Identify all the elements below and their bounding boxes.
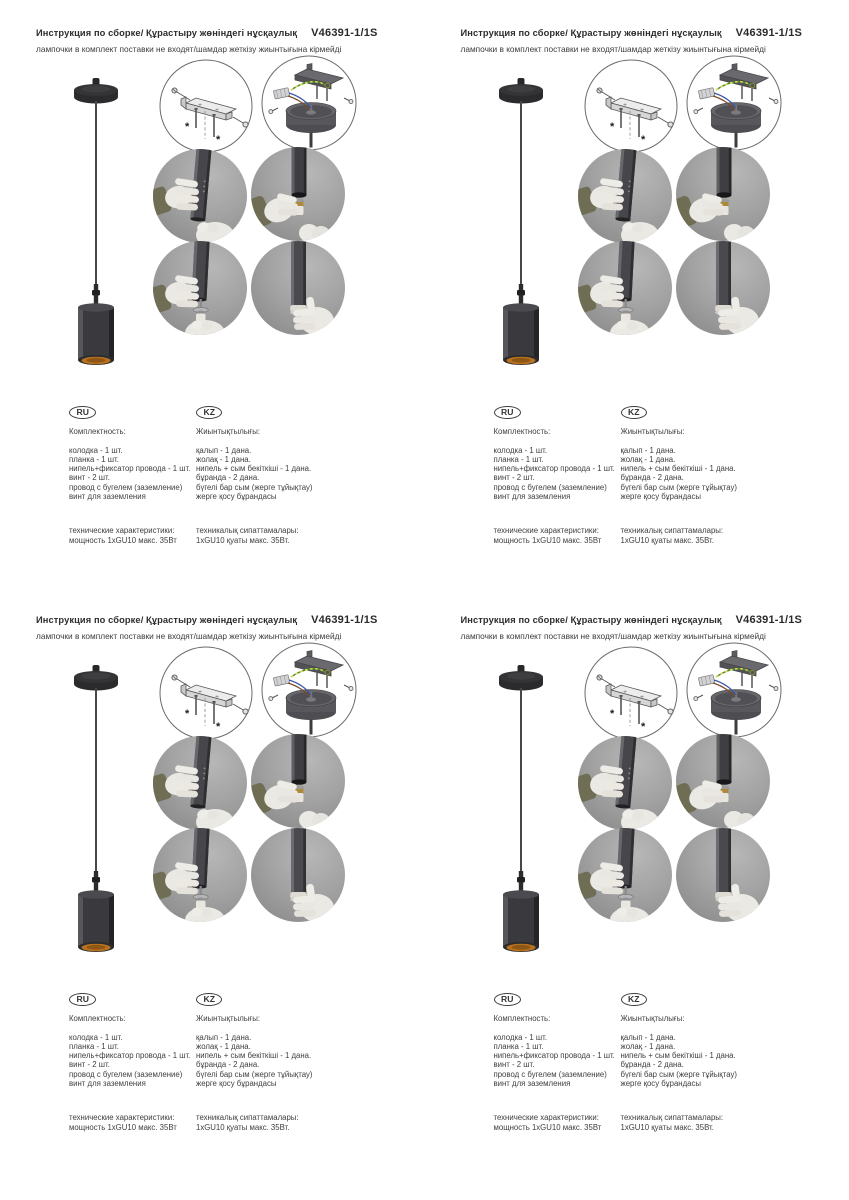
language-badge-kz: KZ xyxy=(196,993,222,1006)
spec-item: винт для заземления xyxy=(493,1079,571,1089)
sheet-subtitle: лампочки в комплект поставки не входят/шамдар жеткізу жиынтығына кірмейді xyxy=(36,44,342,54)
tech-specs-kz xyxy=(196,1113,331,1132)
spec-item: жолақ - 1 дана. xyxy=(196,1041,251,1051)
tech-heading: техникалық сипаттамалары: xyxy=(620,1113,724,1123)
assembly-photo-insert-socket xyxy=(251,147,345,241)
tech-heading: технические характеристики: xyxy=(69,1113,175,1123)
spec-column-kz xyxy=(621,993,756,1132)
spec-item: колодка - 1 шт. xyxy=(69,445,123,455)
spec-item: провод с бугелем (заземление) xyxy=(493,482,607,492)
spec-column-kz xyxy=(196,406,331,545)
spec-items-ru xyxy=(494,446,629,502)
tech-value: мощность 1хGU10 макс. 35Вт xyxy=(493,1122,602,1132)
bracket-mounting-diagram xyxy=(159,59,253,153)
spec-item: бүгелі бар сым (жерге тұйықтау) xyxy=(620,1069,737,1079)
tech-specs-kz xyxy=(621,526,756,545)
spec-items-kz xyxy=(196,1033,331,1089)
spec-item: жерге қосу бұрандасы xyxy=(196,1079,277,1089)
tech-value: мощность 1хGU10 макс. 35Вт xyxy=(493,535,602,545)
pendant-lamp-illustration xyxy=(485,657,555,957)
asterisk-label: * xyxy=(216,134,221,146)
spec-item: винт - 2 шт. xyxy=(69,1060,110,1070)
model-number: V46391-1/1S xyxy=(311,27,378,39)
spec-item: винт для заземления xyxy=(69,492,146,502)
spec-item: нипель + сым бекіткіші - 1 дана. xyxy=(620,1051,736,1061)
sheet-header xyxy=(36,27,378,39)
model-number: V46391-1/1S xyxy=(735,27,803,39)
spec-item: провод с бугелем (заземление) xyxy=(69,1069,183,1079)
spec-item: планка - 1 шт. xyxy=(69,454,119,464)
bracket-mounting-diagram xyxy=(584,59,678,153)
tech-value: мощность 1хGU10 макс. 35Вт xyxy=(69,1122,177,1132)
sheet-title: Инструкция по сборке/ Құрастыру жөніндегі нұсқаулық xyxy=(36,615,298,625)
sheet-subtitle: лампочки в комплект поставки не входят/шамдар жеткізу жиынтығына кірмейді xyxy=(36,631,342,641)
spec-item: нипель + сым бекіткіші - 1 дана. xyxy=(196,464,312,474)
pendant-lamp-illustration xyxy=(485,70,555,370)
spec-heading-kz: Жиынтықтылығы: xyxy=(196,427,260,437)
asterisk-label: * xyxy=(640,134,645,146)
tech-value: 1хGU10 қуаты макс. 35Вт. xyxy=(196,535,290,545)
sheet-subtitle: лампочки в комплект поставки не входят/шамдар жеткізу жиынтығына кірмейді xyxy=(460,631,766,641)
spec-column-kz xyxy=(621,406,756,545)
assembly-photo-attach-nipple xyxy=(578,241,672,335)
spec-item: винт - 2 шт. xyxy=(493,473,535,483)
spec-item: бүгелі бар сым (жерге тұйықтау) xyxy=(196,1069,313,1079)
spec-item: жолақ - 1 дана. xyxy=(620,454,676,464)
spec-item: қалып - 1 дана. xyxy=(620,1032,676,1042)
tech-value: 1хGU10 қуаты макс. 35Вт. xyxy=(196,1122,290,1132)
spec-item: винт для заземления xyxy=(69,1079,146,1089)
spec-item: бұранда - 2 дана. xyxy=(196,1060,260,1070)
spec-item: провод с бугелем (заземление) xyxy=(69,482,183,492)
spec-heading-ru: Комплектность: xyxy=(493,1014,551,1024)
spec-heading-kz: Жиынтықтылығы: xyxy=(620,1014,685,1024)
assembly-photo-screw-ring xyxy=(676,828,770,922)
spec-item: жерге қосу бұрандасы xyxy=(196,492,277,502)
spec-item: нипель+фиксатор провода - 1 шт. xyxy=(493,1051,615,1061)
spec-items-kz xyxy=(621,1033,756,1089)
spec-item: нипель + сым бекіткіші - 1 дана. xyxy=(196,1051,312,1061)
spec-items-kz xyxy=(621,446,756,502)
spec-column-ru xyxy=(494,993,629,1132)
tech-heading: техникалық сипаттамалары: xyxy=(196,1113,299,1123)
spec-item: жолақ - 1 дана. xyxy=(620,1041,676,1051)
assembly-photo-hold-tube xyxy=(153,736,247,830)
assembly-photo-screw-ring xyxy=(676,241,770,335)
language-badge-ru: RU xyxy=(69,406,96,419)
spec-column-ru xyxy=(494,406,629,545)
spec-item: бұранда - 2 дана. xyxy=(620,1060,684,1070)
asterisk-label: * xyxy=(609,708,614,720)
spec-item: колодка - 1 шт. xyxy=(69,1032,123,1042)
tech-heading: техникалық сипаттамалары: xyxy=(196,526,299,536)
spec-item: винт для заземления xyxy=(493,492,571,502)
asterisk-label: * xyxy=(640,721,645,733)
spec-column-ru xyxy=(69,993,204,1132)
instruction-sheet xyxy=(425,0,849,587)
spec-item: провод с бугелем (заземление) xyxy=(493,1069,607,1079)
spec-item: нипель+фиксатор провода - 1 шт. xyxy=(493,464,615,474)
assembly-photo-attach-nipple xyxy=(578,828,672,922)
model-number: V46391-1/1S xyxy=(311,614,378,626)
assembly-photo-hold-tube xyxy=(578,149,672,243)
spec-item: колодка - 1 шт. xyxy=(493,1032,547,1042)
spec-items-ru xyxy=(69,1033,204,1089)
asterisk-label: * xyxy=(185,708,190,720)
sheet-title: Инструкция по сборке/ Құрастыру жөніндегі нұсқаулық xyxy=(460,615,722,625)
spec-items-ru xyxy=(494,1033,629,1089)
tech-value: мощность 1хGU10 макс. 35Вт xyxy=(69,535,177,545)
language-badge-ru: RU xyxy=(494,993,521,1006)
assembly-photo-screw-ring xyxy=(251,241,345,335)
tech-specs-kz xyxy=(196,526,331,545)
sheet-title: Инструкция по сборке/ Құрастыру жөніндегі нұсқаулық xyxy=(36,28,298,38)
language-badge-kz: KZ xyxy=(621,993,647,1006)
sheet-header xyxy=(461,614,803,626)
spec-column-kz xyxy=(196,993,331,1132)
tech-specs-ru xyxy=(69,1113,204,1132)
spec-item: нипель+фиксатор провода - 1 шт. xyxy=(69,1051,191,1061)
sheet-header xyxy=(461,27,803,39)
tech-specs-ru xyxy=(69,526,204,545)
spec-item: нипель + сым бекіткіші - 1 дана. xyxy=(620,464,736,474)
instruction-sheet xyxy=(0,0,425,587)
asterisk-label: * xyxy=(609,121,614,133)
bracket-mounting-diagram xyxy=(584,646,678,740)
spec-items-ru xyxy=(69,446,204,502)
sheet-header xyxy=(36,614,378,626)
spec-item: бүгелі бар сым (жерге тұйықтау) xyxy=(620,482,737,492)
assembly-photo-attach-nipple xyxy=(153,241,247,335)
tech-specs-ru xyxy=(494,526,629,545)
language-badge-ru: RU xyxy=(494,406,521,419)
spec-item: бұранда - 2 дана. xyxy=(620,473,684,483)
assembly-photo-screw-ring xyxy=(251,828,345,922)
instruction-sheet xyxy=(425,587,849,1174)
spec-item: жерге қосу бұрандасы xyxy=(620,492,702,502)
canopy-wiring-diagram xyxy=(261,642,357,738)
spec-heading-ru: Комплектность: xyxy=(69,427,126,437)
asterisk-label: * xyxy=(185,121,190,133)
asterisk-label: * xyxy=(216,721,221,733)
pendant-lamp-illustration xyxy=(60,657,130,957)
model-number: V46391-1/1S xyxy=(735,614,803,626)
spec-heading-ru: Комплектность: xyxy=(69,1014,126,1024)
spec-item: винт - 2 шт. xyxy=(493,1060,535,1070)
tech-heading: техникалық сипаттамалары: xyxy=(620,526,724,536)
language-badge-ru: RU xyxy=(69,993,96,1006)
spec-item: қалып - 1 дана. xyxy=(196,1032,252,1042)
language-badge-kz: KZ xyxy=(621,406,647,419)
spec-heading-kz: Жиынтықтылығы: xyxy=(620,427,685,437)
sheet-title: Инструкция по сборке/ Құрастыру жөніндегі нұсқаулық xyxy=(460,28,722,38)
tech-heading: технические характеристики: xyxy=(493,526,599,536)
spec-item: қалып - 1 дана. xyxy=(620,445,676,455)
spec-item: нипель+фиксатор провода - 1 шт. xyxy=(69,464,191,474)
spec-heading-kz: Жиынтықтылығы: xyxy=(196,1014,260,1024)
spec-item: винт - 2 шт. xyxy=(69,473,110,483)
spec-item: жолақ - 1 дана. xyxy=(196,454,251,464)
spec-item: бұранда - 2 дана. xyxy=(196,473,260,483)
spec-item: планка - 1 шт. xyxy=(493,454,544,464)
canopy-wiring-diagram xyxy=(686,55,782,151)
language-badge-kz: KZ xyxy=(196,406,222,419)
spec-item: жерге қосу бұрандасы xyxy=(620,1079,702,1089)
pendant-lamp-illustration xyxy=(60,70,130,370)
tech-value: 1хGU10 қуаты макс. 35Вт. xyxy=(620,535,714,545)
tech-specs-kz xyxy=(621,1113,756,1132)
spec-item: қалып - 1 дана. xyxy=(196,445,252,455)
assembly-photo-hold-tube xyxy=(153,149,247,243)
assembly-photo-insert-socket xyxy=(676,147,770,241)
spec-item: бүгелі бар сым (жерге тұйықтау) xyxy=(196,482,313,492)
tech-value: 1хGU10 қуаты макс. 35Вт. xyxy=(620,1122,714,1132)
spec-heading-ru: Комплектность: xyxy=(493,427,551,437)
spec-items-kz xyxy=(196,446,331,502)
spec-item: планка - 1 шт. xyxy=(69,1041,119,1051)
tech-specs-ru xyxy=(494,1113,629,1132)
tech-heading: технические характеристики: xyxy=(493,1113,599,1123)
assembly-photo-hold-tube xyxy=(578,736,672,830)
canopy-wiring-diagram xyxy=(261,55,357,151)
tech-heading: технические характеристики: xyxy=(69,526,175,536)
spec-column-ru xyxy=(69,406,204,545)
spec-item: планка - 1 шт. xyxy=(493,1041,544,1051)
assembly-photo-insert-socket xyxy=(676,734,770,828)
spec-item: колодка - 1 шт. xyxy=(493,445,547,455)
assembly-photo-attach-nipple xyxy=(153,828,247,922)
sheet-subtitle: лампочки в комплект поставки не входят/шамдар жеткізу жиынтығына кірмейді xyxy=(460,44,766,54)
instruction-sheet xyxy=(0,587,425,1174)
assembly-photo-insert-socket xyxy=(251,734,345,828)
bracket-mounting-diagram xyxy=(159,646,253,740)
canopy-wiring-diagram xyxy=(686,642,782,738)
